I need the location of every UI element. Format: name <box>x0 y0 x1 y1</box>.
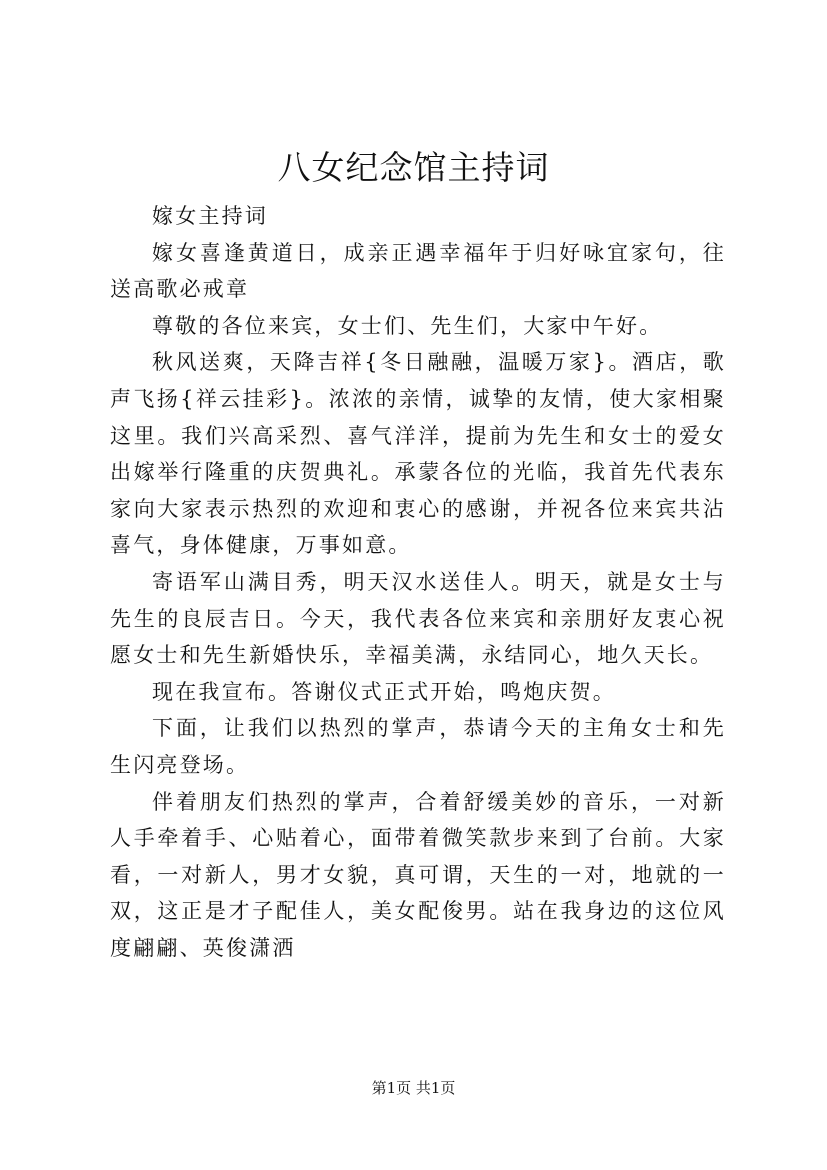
paragraph-announcement: 现在我宣布。答谢仪式正式开始，鸣炮庆贺。 <box>152 679 616 704</box>
document-title: 八女纪念馆主持词 <box>277 148 550 187</box>
paragraph-subtitle: 嫁女主持词 <box>152 204 268 228</box>
paragraph-couplet: 嫁女喜逢黄道日，成亲正遇幸福年于归好咏宜家句，往送高歌必戒章 <box>110 240 726 302</box>
document-body <box>110 198 726 966</box>
paragraph-couple-intro: 伴着朋友们热烈的掌声，合着舒缓美妙的音乐，一对新人手牵着手、心贴着心，面带着微笑款步来到了台前。大家看，一对新人，男才女貌，真可谓，天生的一对，地就的一双，这正是才子配佳人，美女配俊男。站在我身边的这位风度翩翩、英俊潇洒 <box>110 789 726 960</box>
paragraph-entrance: 下面，让我们以热烈的掌声，恭请今天的主角女士和先生闪亮登场。 <box>110 716 726 777</box>
paragraph-wishes: 寄语军山满目秀，明天汉水送佳人。明天，就是女士与先生的良辰吉日。今天，我代表各位来宾和亲朋好友衷心祝愿女士和先生新婚快乐，幸福美满，永结同心，地久天长。 <box>110 569 726 668</box>
page-number-footer: 第1页 共1页 <box>371 1079 456 1097</box>
paragraph-welcome: 秋风送爽，天降吉祥{冬日融融，温暖万家}。酒店，歌声飞扬{祥云挂彩}。浓浓的亲情，诚挚的友情，使大家相聚这里。我们兴高采烈、喜气洋洋，提前为先生和女士的爱女出嫁举行隆重的庆贺典礼。承蒙各位的光临，我首先代表东家向大家表示热烈的欢迎和衷心的感谢，并祝各位来宾共沾喜气，身体健康，万事如意。 <box>110 350 726 558</box>
paragraph-greeting: 尊敬的各位来宾，女士们、先生们，大家中午好。 <box>152 313 663 338</box>
